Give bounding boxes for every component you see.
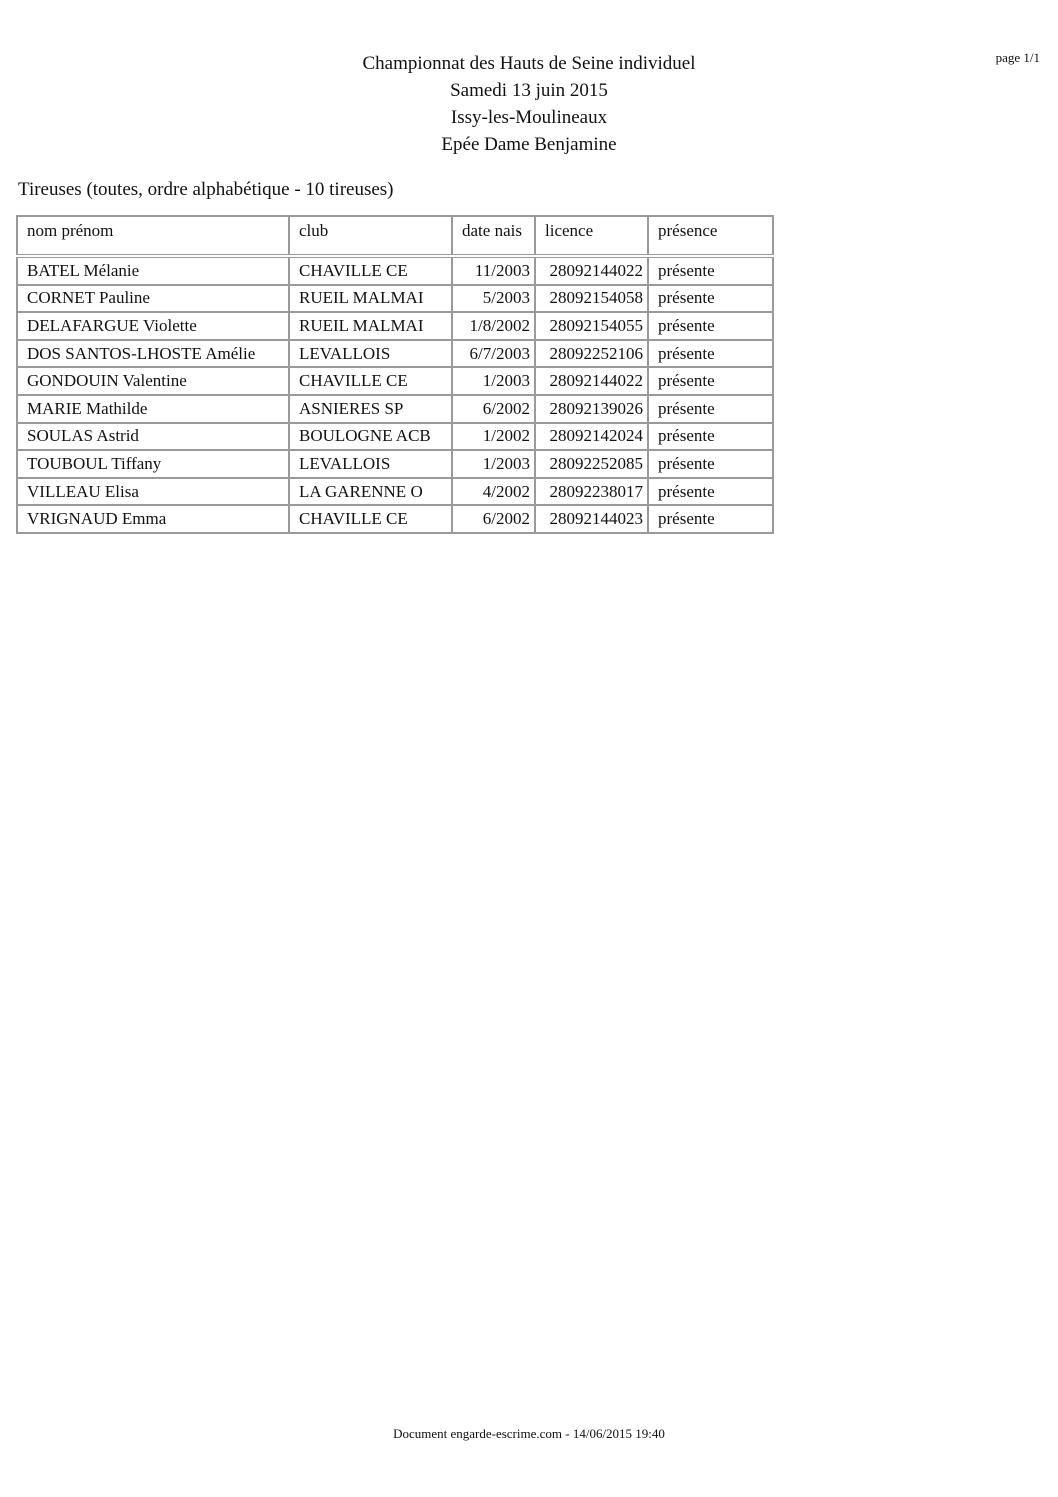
cell-club: CHAVILLE CE	[289, 367, 452, 395]
cell-name: SOULAS Astrid	[17, 423, 289, 451]
page-number: page 1/1	[995, 50, 1040, 65]
entrants-table	[16, 215, 774, 534]
cell-birthdate: 6/2002	[452, 395, 535, 423]
column-header-licence: licence	[535, 216, 648, 256]
column-header-presence: présence	[648, 216, 773, 256]
list-subtitle: Tireuses (toutes, ordre alphabétique - 10 tireuses)	[18, 179, 394, 200]
cell-name: MARIE Mathilde	[17, 395, 289, 423]
cell-presence: présente	[648, 340, 773, 368]
competition-date: Samedi 13 juin 2015	[450, 80, 608, 101]
document-header	[0, 50, 1058, 158]
cell-name: VRIGNAUD Emma	[17, 505, 289, 533]
cell-birthdate: 11/2003	[452, 256, 535, 285]
cell-presence: présente	[648, 505, 773, 533]
cell-name: BATEL Mélanie	[17, 256, 289, 285]
cell-name: TOUBOUL Tiffany	[17, 450, 289, 478]
cell-presence: présente	[648, 450, 773, 478]
table-row	[17, 505, 773, 533]
cell-club: ASNIERES SP	[289, 395, 452, 423]
cell-licence: 28092238017	[535, 478, 648, 506]
table-row	[17, 256, 773, 285]
competition-category: Epée Dame Benjamine	[441, 134, 617, 155]
cell-licence: 28092144022	[535, 367, 648, 395]
cell-licence: 28092144023	[535, 505, 648, 533]
competition-location: Issy-les-Moulineaux	[450, 107, 608, 128]
cell-name: DOS SANTOS-LHOSTE Amélie	[17, 340, 289, 368]
table-row	[17, 450, 773, 478]
cell-club: RUEIL MALMAI	[289, 285, 452, 313]
cell-licence: 28092142024	[535, 423, 648, 451]
cell-birthdate: 5/2003	[452, 285, 535, 313]
cell-club: BOULOGNE ACB	[289, 423, 452, 451]
column-header-birthdate: date nais	[452, 216, 535, 256]
table-row	[17, 423, 773, 451]
cell-name: CORNET Pauline	[17, 285, 289, 313]
document-footer: Document engarde-escrime.com - 14/06/2015 19:40	[393, 1426, 665, 1441]
cell-presence: présente	[648, 312, 773, 340]
cell-presence: présente	[648, 367, 773, 395]
table-row	[17, 312, 773, 340]
cell-birthdate: 6/2002	[452, 505, 535, 533]
cell-name: DELAFARGUE Violette	[17, 312, 289, 340]
cell-licence: 28092144022	[535, 256, 648, 285]
cell-licence: 28092154058	[535, 285, 648, 313]
cell-club: LA GARENNE O	[289, 478, 452, 506]
cell-club: LEVALLOIS	[289, 340, 452, 368]
table-row	[17, 340, 773, 368]
cell-licence: 28092252106	[535, 340, 648, 368]
cell-birthdate: 4/2002	[452, 478, 535, 506]
cell-club: LEVALLOIS	[289, 450, 452, 478]
cell-club: CHAVILLE CE	[289, 505, 452, 533]
cell-birthdate: 1/8/2002	[452, 312, 535, 340]
competition-title: Championnat des Hauts de Seine individuel	[362, 53, 696, 74]
cell-licence: 28092139026	[535, 395, 648, 423]
cell-club: RUEIL MALMAI	[289, 312, 452, 340]
column-header-club: club	[289, 216, 452, 256]
table-row	[17, 395, 773, 423]
cell-birthdate: 1/2002	[452, 423, 535, 451]
cell-presence: présente	[648, 285, 773, 313]
cell-club: CHAVILLE CE	[289, 256, 452, 285]
table-row	[17, 478, 773, 506]
cell-presence: présente	[648, 256, 773, 285]
table-header-row	[17, 216, 773, 256]
cell-licence: 28092154055	[535, 312, 648, 340]
table-row	[17, 285, 773, 313]
cell-presence: présente	[648, 395, 773, 423]
cell-name: GONDOUIN Valentine	[17, 367, 289, 395]
cell-birthdate: 1/2003	[452, 367, 535, 395]
cell-licence: 28092252085	[535, 450, 648, 478]
cell-name: VILLEAU Elisa	[17, 478, 289, 506]
cell-presence: présente	[648, 478, 773, 506]
cell-birthdate: 1/2003	[452, 450, 535, 478]
cell-birthdate: 6/7/2003	[452, 340, 535, 368]
cell-presence: présente	[648, 423, 773, 451]
column-header-name: nom prénom	[17, 216, 289, 256]
table-row	[17, 367, 773, 395]
